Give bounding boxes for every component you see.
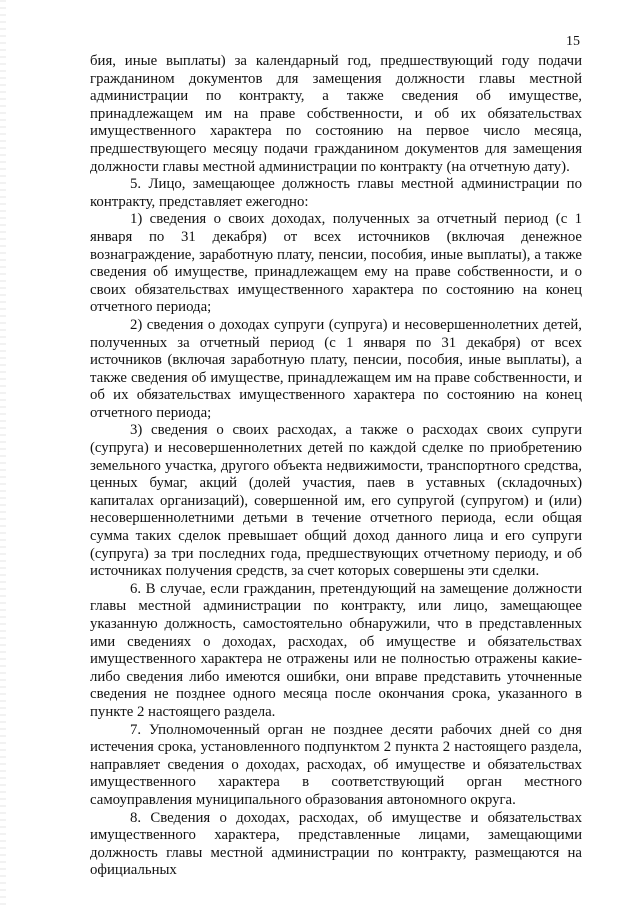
paragraph-item-8: 8. Сведения о доходах, расходах, об имуществе и обязательствах имущественного характера, представленные лицами, замещающими должность главы местной администрации по контракту, размещаются на официальных — [90, 809, 582, 879]
paragraph-subitem-3: 3) сведения о своих расходах, а также о расходах своих супруги (супруга) и несовершеннолетних детей по каждой сделке по приобретению земельного участка, другого объекта недвижимости, транспортного средства, ценных бумаг, акций (долей участия, паев в уставных (складочных) капиталах организаций), совершенной им, его супругой (супругом) и (или) несовершеннолетними детьми в течение отчетного периода, если общая сумма таких сделок превышает общий доход данного лица и его супруги (супруга) за три последних года, предшествующих отчетному периоду, и об источниках получения средств, за счет которых совершены эти сделки. — [90, 422, 582, 580]
body-text — [90, 53, 582, 880]
paragraph-item-6: 6. В случае, если гражданин, претендующий на замещение должности главы местной администрации по контракту, или лицо, замещающее указанную должность, самостоятельно обнаружили, что в представленных ими сведениях о доходах, расходах, об имуществе и обязательствах имущественного характера не отражены или не полностью отражены какие-либо сведения либо имеются ошибки, они вправе представить уточненные сведения не позднее одного месяца после окончания срока, указанного в пункте 2 настоящего раздела. — [90, 580, 582, 720]
scan-edge — [0, 0, 6, 905]
paragraph-item-5: 5. Лицо, замещающее должность главы местной администрации по контракту, представляет ежегодно: — [90, 176, 582, 210]
paragraph-subitem-2: 2) сведения о доходах супруги (супруга) и несовершеннолетних детей, полученных за отчетный период (с 1 января по 31 декабря) от всех источников (включая заработную плату, пенсии, пособия, иные выплаты), а также сведения об имуществе, принадлежащем им на праве собственности, и об их обязательствах имущественного характера по состоянию на конец отчетного периода; — [90, 316, 582, 421]
paragraph-subitem-1: 1) сведения о своих доходах, полученных за отчетный период (с 1 января по 31 декабря) от всех источников (включая денежное вознаграждение, заработную плату, пенсии, пособия, иные выплаты), а также сведения об имуществе, принадлежащем ему на праве собственности, и о своих обязательствах имущественного характера по состоянию на конец отчетного периода; — [90, 211, 582, 316]
page-number: 15 — [566, 34, 580, 49]
paragraph-continuation: бия, иные выплаты) за календарный год, предшествующий году подачи гражданином документов для замещения должности главы местной администрации по контракту, а также сведения об имуществе, принадлежащем им на праве собственности, и об их обязательствах имущественного характера по состоянию на первое число месяца, предшествующего месяцу подачи гражданином документов для замещения должности главы местной администрации по контракту (на отчетную дату). — [90, 53, 582, 175]
paragraph-item-7: 7. Уполномоченный орган не позднее десяти рабочих дней со дня истечения срока, установленного подпунктом 2 пункта 2 настоящего раздела, направляет сведения о доходах, расходах, об имуществе и обязательствах имущественного характера в соответствующий орган местного самоуправления муниципального образования автономного округа. — [90, 721, 582, 808]
